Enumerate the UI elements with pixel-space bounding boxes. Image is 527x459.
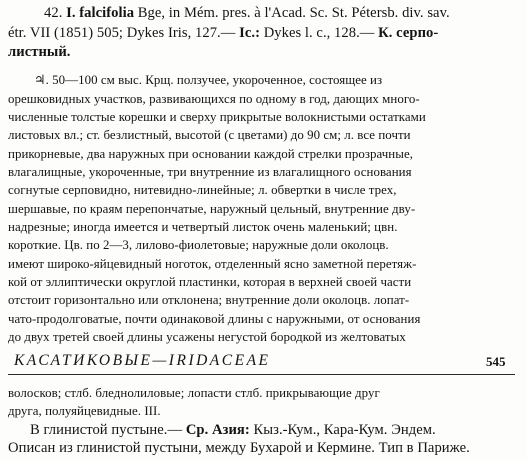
entry-line-3 [8, 44, 71, 60]
header-rule [8, 374, 515, 375]
type-note: Описан из глинистой пустыни, между Бухарой и Кермине. Тип в Париже. [8, 440, 470, 456]
description-line: орешковидных участков, развивающихся по одному в год, дающих много- [8, 92, 420, 106]
distribution-text: Кыз.-Кум., Кара-Кум. Эндем. [253, 422, 436, 438]
entry-line-2 [8, 25, 438, 41]
common-name: К. серпо- [378, 25, 439, 41]
icones-reference: Dykes l. c., 128.— [263, 25, 375, 41]
common-name-end: листный. [8, 44, 71, 60]
description-line: прикорневые, два наружных при основании каждой стрелки прозрачные, [8, 147, 413, 161]
continuation-line: волосков; стлб. бледнолиловые; лопасти стлб. прикрывающие друг [8, 386, 380, 400]
description-line: кой от эллиптически округлой пластинки, которая в верхней своей части [8, 275, 412, 289]
description-line: согнутые серповидно, нитевидно-линейные; л. обвертки в числе трех, [8, 183, 397, 197]
description-line: имеют широко-яйцевидный ноготок, отделенный ясно заметной перетяж- [8, 257, 417, 271]
description-line: чато-продолговатые, почти одинаковой длины с наружными, от основания [8, 312, 421, 326]
citation-text: Bge, in Mém. pres. à l'Acad. Sc. St. Pétersb. div. sav. [137, 5, 450, 21]
description-line: численные толстые корешки и сверху прикрытые волокнистыми остатками [8, 110, 426, 124]
running-header-family: КАСАТИКОВЫЕ—IRIDACEAE [14, 352, 271, 369]
habitat-line [30, 422, 436, 438]
page-number: 545 [486, 354, 506, 369]
description-line: влагалищные, укороченные, три внутренние из влагалищного основания [8, 165, 412, 179]
species-name: I. falcifolia [66, 5, 135, 21]
description-line: шершавые, по краям перепончатые, наружный цельный, внутренние дву- [8, 202, 416, 216]
description-line: отстоит горизонтально или отклонена; внутренние доли околоцв. лопат- [8, 293, 410, 307]
continuation-line: друга, полуяйцевидные. III. [8, 404, 161, 418]
species-number: 42. [44, 5, 63, 21]
distribution-label: Ср. Азия: [185, 422, 250, 438]
citation-continuation: étr. VII (1851) 505; Dykes Iris, 127.— [8, 25, 236, 41]
description-line: короткие. Цв. по 2—3, лилово-фиолетовые; наружные доли околоцв. [8, 238, 389, 252]
description-line: листовых вл.; ст. безлистный, высотой (с цветами) до 90 см; л. все почти [8, 128, 411, 142]
icones-label: Ic.: [239, 25, 260, 41]
description-line: надрезные; иногда имеется и четвертый листок очень маленький; цвн. [8, 220, 398, 234]
habitat-text: В глинистой пустыне.— [30, 422, 183, 438]
description-line: до двух третей своей длины усажены негустой бородкой из желтоватых [8, 330, 406, 344]
entry-line-1 [44, 5, 450, 21]
description-line: ♃. 50—100 см выс. Крщ. ползучее, укороченное, состоящее из [34, 73, 383, 87]
